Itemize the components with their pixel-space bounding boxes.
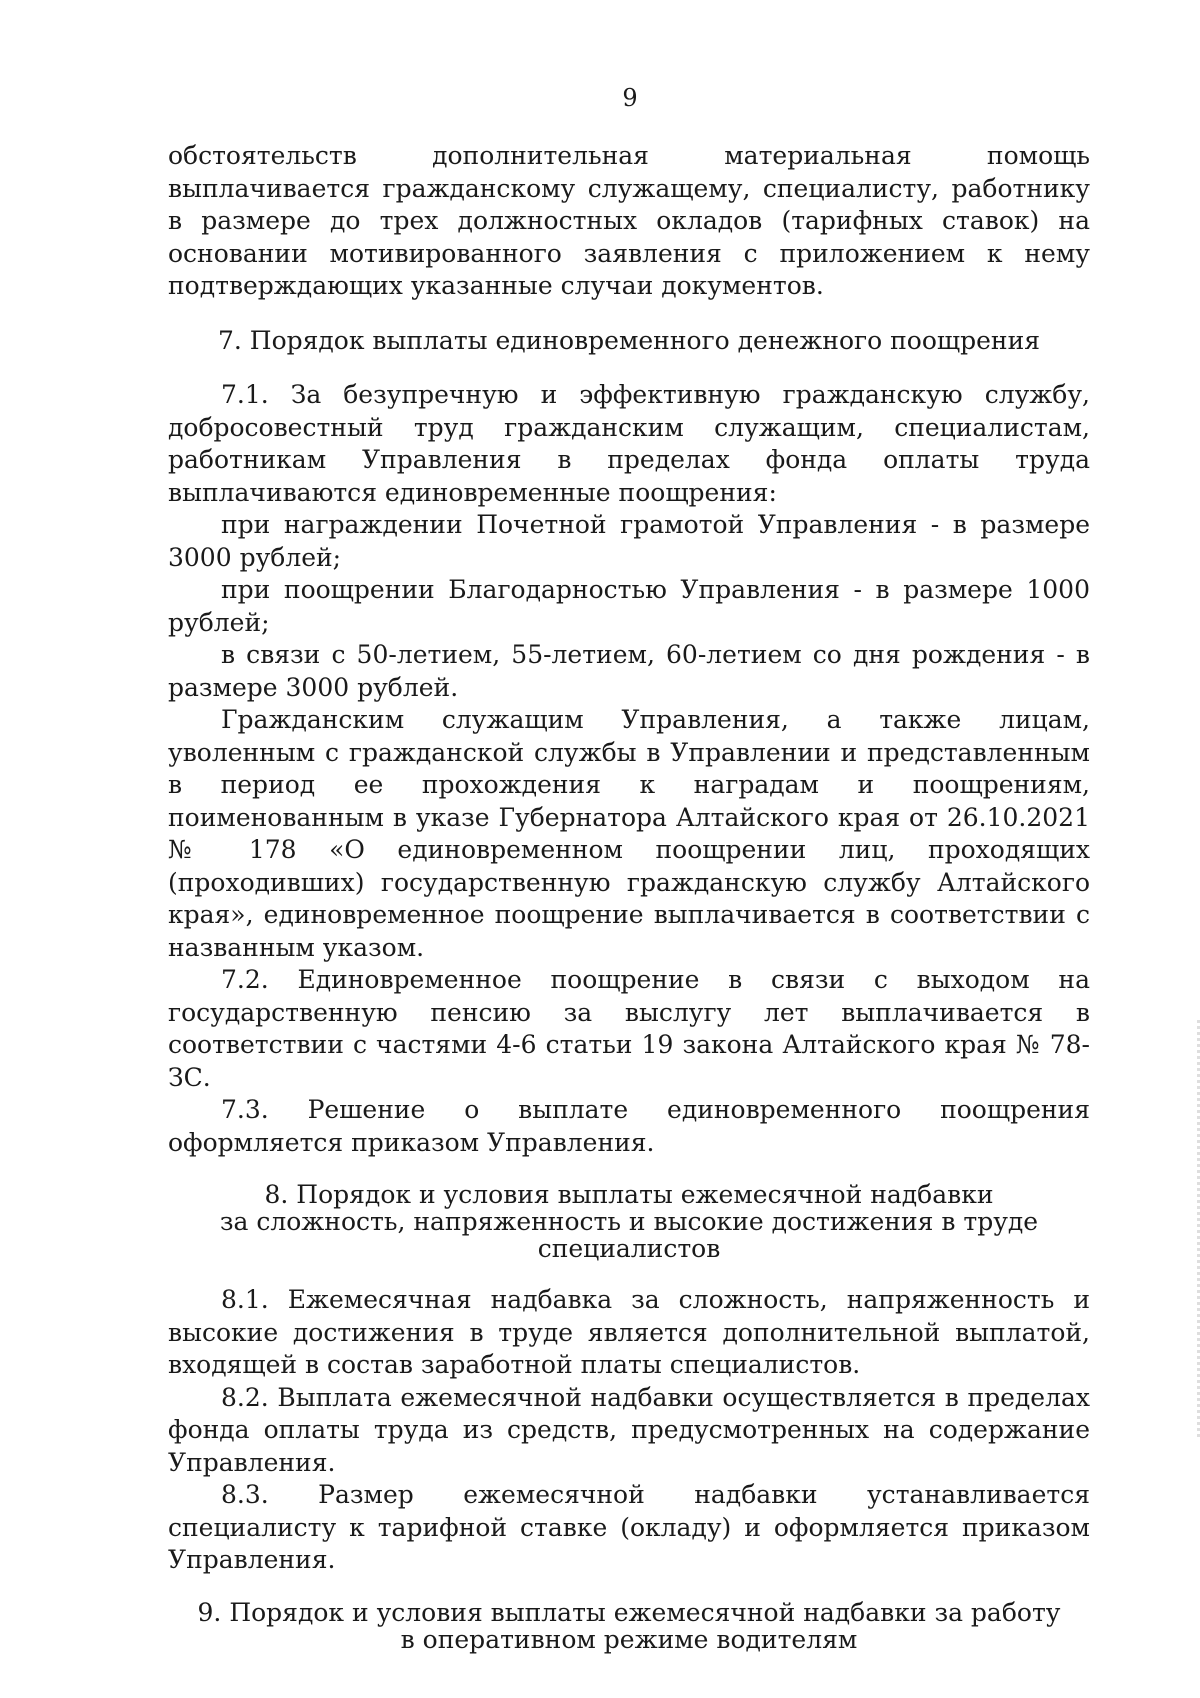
paragraph-7-1-anniversary: в связи с 50-летием, 55-летием, 60-летием со дня рождения - в размере 3000 рублей. bbox=[168, 640, 1090, 702]
section-8-heading-line-1: 8. Порядок и условия выплаты ежемесячной надбавки bbox=[264, 1180, 994, 1209]
paragraph-continuation: обстоятельств дополнительная материальная помощь выплачивается гражданскому служащему, специалисту, работнику в размере до трех должностных окладов (тарифных ставок) на основании мотивированного заявления с приложением к нему подтверждающих указанные случаи документов. bbox=[168, 141, 1090, 300]
paragraph-7-1-governor-decree: Гражданским служащим Управления, а также лицам, уволенным с гражданской службы в Управлении и представленным в период ее прохождения к наградам и поощрениям, поименованным в указе Губернатора Алтайского края от 26.10.2021 № 178 «О единовременном поощрении лиц, проходящих (проходивших) государственную гражданскую службу Алтайского края», единовременное поощрение выплачивается в соответствии с названным указом. bbox=[168, 705, 1090, 962]
section-9-heading-line-2: в оперативном режиме водителям bbox=[400, 1624, 858, 1654]
section-8-heading-line-2: за сложность, напряженность и высокие достижения в труде bbox=[219, 1207, 1039, 1236]
paragraph-8-3: 8.3. Размер ежемесячной надбавки устанавливается специалисту к тарифной ставке (окладу) и оформляется приказом Управления. bbox=[168, 1480, 1090, 1574]
paragraph-7-2: 7.2. Единовременное поощрение в связи с выходом на государственную пенсию за выслугу лет выплачивается в соответствии с частями 4-6 статьи 19 закона Алтайского края № 78-ЗС. bbox=[168, 965, 1090, 1092]
page-number: 9 bbox=[622, 84, 638, 112]
paragraph-7-1-gratitude: при поощрении Благодарностью Управления - в размере 1000 рублей; bbox=[168, 575, 1090, 637]
paragraph-8-1: 8.1. Ежемесячная надбавка за сложность, напряженность и высокие достижения в труде является дополнительной выплатой, входящей в состав заработной платы специалистов. bbox=[168, 1285, 1090, 1379]
paragraph-7-1: 7.1. За безупречную и эффективную гражданскую службу, добросовестный труд гражданским служащим, специалистам, работникам Управления в пределах фонда оплаты труда выплачиваются единовременные поощрения: bbox=[168, 380, 1090, 507]
paragraph-7-1-honor-certificate: при награждении Почетной грамотой Управления - в размере 3000 рублей; bbox=[168, 510, 1090, 572]
section-9-heading-line-1: 9. Порядок и условия выплаты ежемесячной надбавки за работу bbox=[197, 1597, 1061, 1627]
paragraph-7-3: 7.3. Решение о выплате единовременного поощрения оформляется приказом Управления. bbox=[168, 1095, 1090, 1157]
paragraph-8-2: 8.2. Выплата ежемесячной надбавки осуществляется в пределах фонда оплаты труда из средств, предусмотренных на содержание Управления. bbox=[168, 1382, 1090, 1477]
document-body bbox=[168, 140, 1090, 1653]
section-7-heading: 7. Порядок выплаты единовременного денежного поощрения bbox=[217, 325, 1041, 355]
section-8-heading-line-3: специалистов bbox=[537, 1234, 721, 1263]
